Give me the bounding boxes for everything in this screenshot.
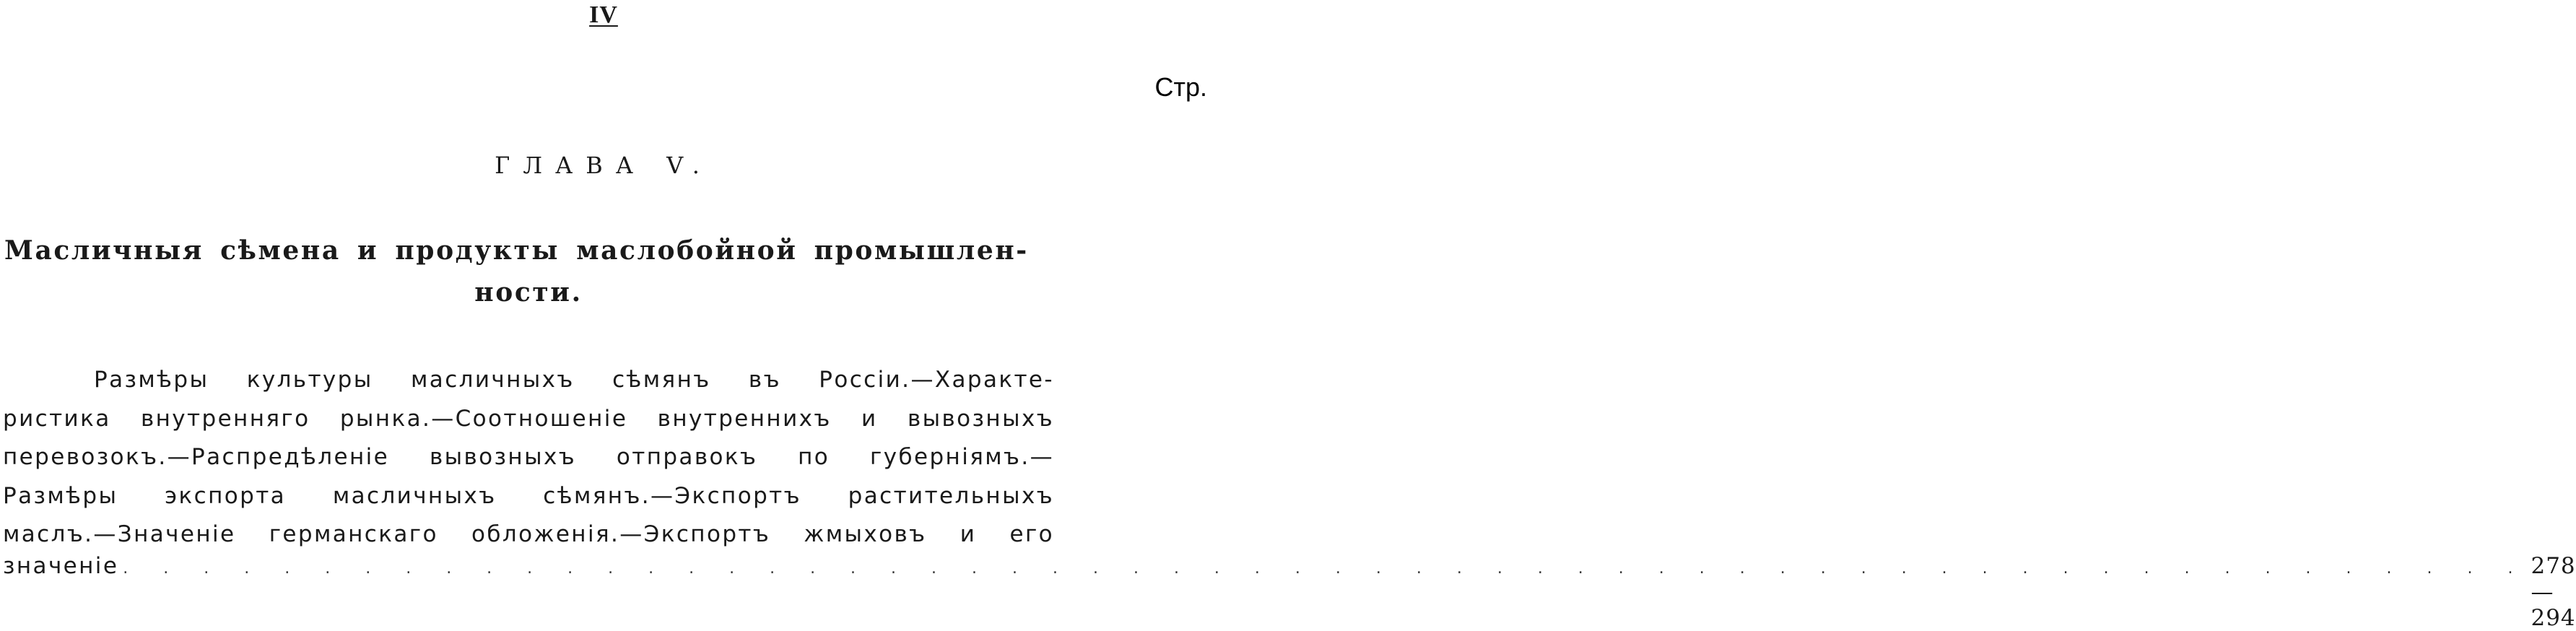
chapter-heading: ГЛАВА V. bbox=[495, 152, 713, 179]
chapter-title bbox=[4, 230, 1053, 313]
chapter-title-line-2: ности. bbox=[474, 277, 583, 308]
chapter-title-line-1: Масличныя сѣмена и продукты маслобойной промышлен- bbox=[4, 235, 1029, 266]
summary-line: ристика внутренняго рынка.—Соотношеніе внутреннихъ и вывозныхъ bbox=[3, 405, 1054, 432]
dot-leader: . . . . . . . . . . . . . . . . . . . . . . . . . . . . . . . . . . . . . . . . . . . . . . . . . . . . . . . . . . . . bbox=[123, 560, 2528, 578]
toc-entry bbox=[3, 553, 2576, 631]
page-number-text: IV bbox=[589, 1, 618, 28]
summary-line: маслъ.—Значеніе германскаго обложенія.—Экспортъ жмыховъ и его bbox=[3, 521, 1054, 547]
summary-line: Размѣры культуры масличныхъ сѣмянъ въ Россіи.—Характе- bbox=[94, 367, 1054, 393]
page-range: 278—294 bbox=[2531, 553, 2576, 631]
chapter-summary bbox=[3, 361, 1054, 554]
page-column-label: Стр. bbox=[1154, 72, 1207, 102]
summary-last-line: значеніе bbox=[3, 553, 119, 579]
page-number bbox=[0, 1, 1207, 29]
summary-line: перевозокъ.—Распредѣленіе вывозныхъ отправокъ по губерніямъ.— bbox=[3, 444, 1054, 470]
summary-line: Размѣры экспорта масличныхъ сѣмянъ.—Экспортъ растительныхъ bbox=[3, 482, 1054, 509]
